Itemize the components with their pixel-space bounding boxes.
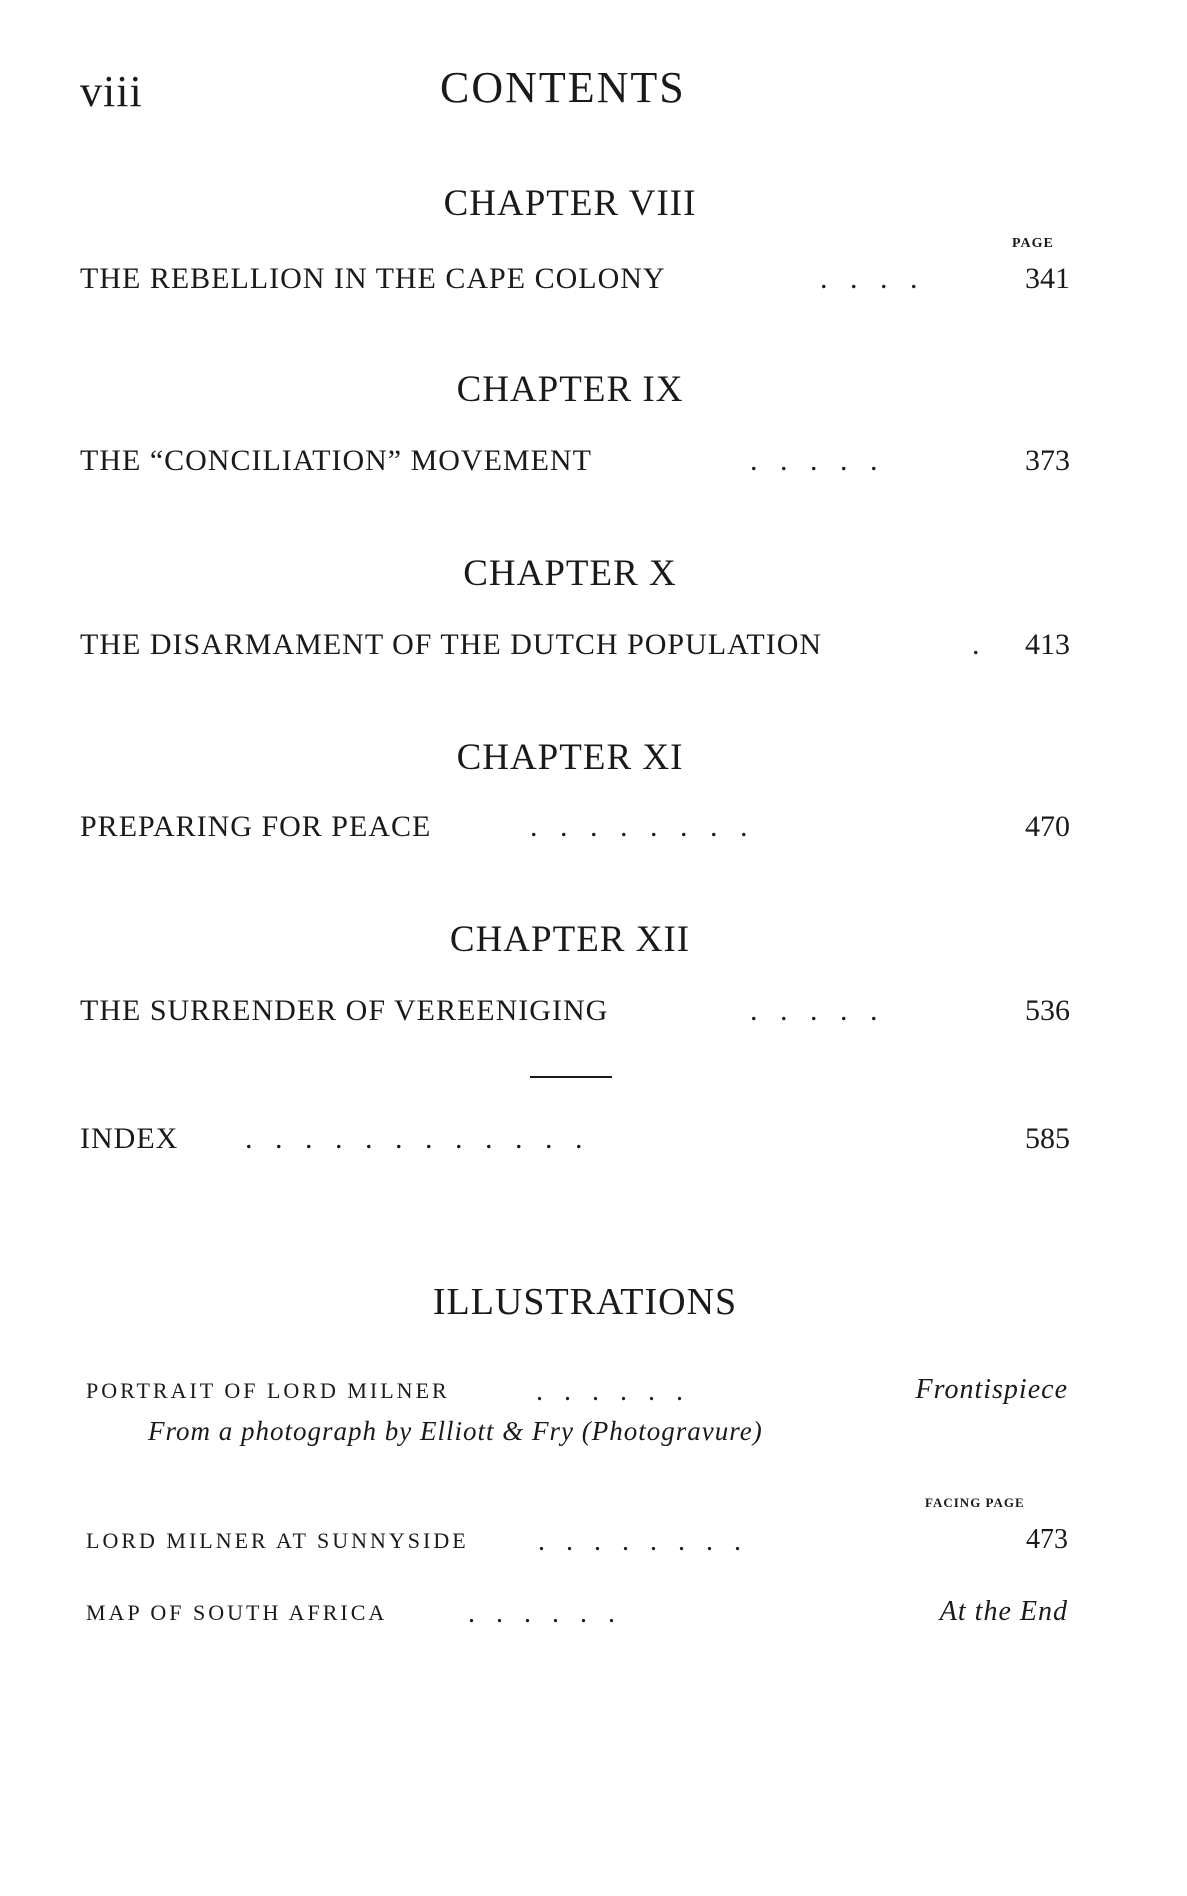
page-column-label: PAGE — [1012, 236, 1054, 251]
chapter-heading: CHAPTER IX — [456, 369, 684, 410]
entry-page: 373 — [1025, 444, 1070, 477]
page-header — [80, 62, 1080, 122]
entry-page: 470 — [1025, 810, 1070, 843]
illustration-page: At the End — [939, 1596, 1068, 1627]
chapter-heading: CHAPTER X — [463, 553, 677, 594]
illustration-credit: From a photograph by Elliott & Fry (Photogravure) — [148, 1416, 763, 1446]
dot-leader: . . . . . . . . — [538, 1526, 741, 1557]
entry-title: THE “CONCILIATION” MOVEMENT — [80, 444, 592, 477]
chapter-heading: CHAPTER VIII — [443, 183, 697, 224]
illustration-page: 473 — [1026, 1524, 1068, 1555]
toc-entry[interactable] — [80, 994, 1070, 1034]
entry-title: THE DISARMAMENT OF THE DUTCH POPULATION — [80, 628, 823, 661]
entry-page: 536 — [1025, 994, 1070, 1027]
illustration-page: Frontispiece — [915, 1374, 1068, 1405]
illustration-title: LORD MILNER AT SUNNYSIDE — [86, 1528, 469, 1553]
dot-leader: . — [972, 628, 980, 661]
section-rule — [530, 1076, 612, 1078]
entry-title: INDEX — [80, 1122, 179, 1155]
illustration-entry[interactable] — [86, 1524, 1068, 1564]
entry-page: 585 — [1025, 1122, 1070, 1155]
toc-entry[interactable] — [80, 628, 1070, 668]
illustrations-heading: ILLUSTRATIONS — [432, 1281, 738, 1323]
chapter-heading: CHAPTER XI — [456, 737, 684, 778]
entry-title: THE REBELLION IN THE CAPE COLONY — [80, 262, 666, 295]
index-entry[interactable] — [80, 1122, 1070, 1162]
folio: viii — [80, 67, 143, 116]
illustration-title: MAP OF SOUTH AFRICA — [86, 1600, 388, 1625]
dot-leader: . . . . . . — [536, 1376, 683, 1407]
chapter-heading: CHAPTER XII — [449, 919, 691, 960]
illustration-entry[interactable] — [86, 1374, 1068, 1414]
entry-page: 413 — [1025, 628, 1070, 661]
illustration-entry[interactable] — [86, 1596, 1068, 1636]
dot-leader: . . . . . . . . — [530, 810, 748, 843]
dot-leader: . . . . . — [750, 994, 878, 1027]
toc-entry[interactable] — [80, 810, 1070, 850]
dot-leader: . . . . — [820, 262, 918, 295]
toc-entry[interactable] — [80, 262, 1070, 302]
entry-title: PREPARING FOR PEACE — [80, 810, 432, 843]
facing-page-label: FACING PAGE — [925, 1495, 1025, 1510]
illustration-title: PORTRAIT OF LORD MILNER — [86, 1378, 450, 1403]
dot-leader: . . . . . — [750, 444, 878, 477]
dot-leader: . . . . . . . . . . . . — [245, 1122, 583, 1155]
entry-page: 341 — [1025, 262, 1070, 295]
entry-title: THE SURRENDER OF VEREENIGING — [80, 994, 609, 1027]
running-title: CONTENTS — [440, 63, 686, 112]
dot-leader: . . . . . . — [468, 1598, 615, 1629]
toc-entry[interactable] — [80, 444, 1070, 484]
